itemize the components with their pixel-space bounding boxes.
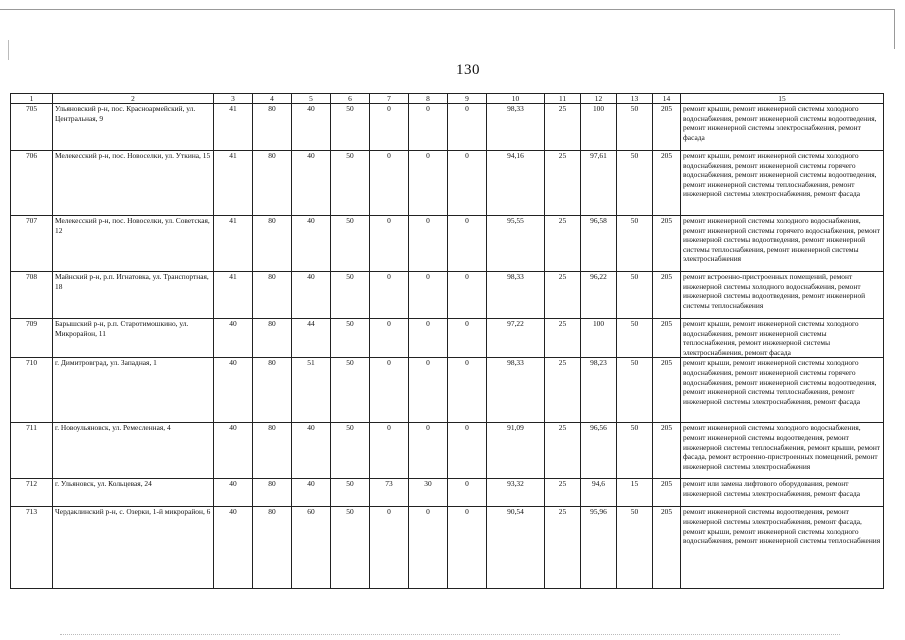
cell-col-9: 0 [448, 104, 487, 151]
table-row [11, 151, 884, 216]
cell-col-12: 96,58 [581, 216, 617, 272]
cell-col-4: 80 [253, 151, 292, 216]
table-row [11, 479, 884, 507]
cell-col-8: 0 [409, 358, 448, 423]
table-row [11, 216, 884, 272]
cell-col-12: 94,6 [581, 479, 617, 507]
cell-col-8: 0 [409, 272, 448, 319]
cell-col-13: 50 [617, 507, 653, 589]
row-number-cell: 713 [11, 507, 53, 589]
cell-col-8: 0 [409, 104, 448, 151]
cell-col-7: 73 [370, 479, 409, 507]
cell-col-5: 40 [292, 104, 331, 151]
cell-col-14: 205 [653, 272, 681, 319]
row-number-cell: 707 [11, 216, 53, 272]
table-row [11, 507, 884, 589]
cell-col-11: 25 [545, 358, 581, 423]
cell-col-13: 50 [617, 319, 653, 358]
row-number-cell: 705 [11, 104, 53, 151]
cell-col-4: 80 [253, 507, 292, 589]
column-header-15: 15 [681, 94, 884, 104]
works-list-cell: ремонт крыши, ремонт инженерной системы холодного водоснабжения, ремонт инженерной системы горячего водоснабжения, ремонт инженерной системы водоотведения, ремонт инженерной системы теплоснабжения, ремонт инженерной системы электроснабжения, ремонт фасада [681, 358, 884, 423]
address-cell: Чердаклинский р-н, с. Озерки, 1-й микрорайон, 6 [53, 507, 214, 589]
works-list-cell: ремонт инженерной системы холодного водоснабжения, ремонт инженерной системы горячего водоснабжения, ремонт инженерной системы водоотведения, ремонт инженерной системы теплоснабжения, ремонт инженерной системы электроснабжения [681, 216, 884, 272]
row-number-cell: 708 [11, 272, 53, 319]
cell-col-10: 98,33 [487, 104, 545, 151]
works-list-cell: ремонт инженерной системы водоотведения, ремонт инженерной системы электроснабжения, ремонт фасада, ремонт крыши, ремонт инженерной системы холодного водоснабжения, ремонт инженерной системы теплоснабжения [681, 507, 884, 589]
works-list-cell: ремонт крыши, ремонт инженерной системы холодного водоснабжения, ремонт инженерной системы водоотведения, ремонт инженерной системы электроснабжения, ремонт фасада [681, 104, 884, 151]
cell-col-10: 95,55 [487, 216, 545, 272]
column-header-4: 4 [253, 94, 292, 104]
cell-col-7: 0 [370, 216, 409, 272]
column-header-1: 1 [11, 94, 53, 104]
scan-edge-top [0, 9, 895, 10]
column-header-13: 13 [617, 94, 653, 104]
cell-col-5: 40 [292, 151, 331, 216]
cell-col-8: 0 [409, 423, 448, 479]
cell-col-10: 97,22 [487, 319, 545, 358]
cell-col-6: 50 [331, 216, 370, 272]
cell-col-9: 0 [448, 507, 487, 589]
column-header-10: 10 [487, 94, 545, 104]
cell-col-9: 0 [448, 216, 487, 272]
cell-col-3: 40 [214, 358, 253, 423]
address-cell: г. Димитровград, ул. Западная, 1 [53, 358, 214, 423]
address-cell: Майнский р-н, р.п. Игнатовка, ул. Транспортная, 18 [53, 272, 214, 319]
table-row [11, 272, 884, 319]
cell-col-11: 25 [545, 272, 581, 319]
works-list-cell: ремонт крыши, ремонт инженерной системы холодного водоснабжения, ремонт инженерной системы горячего водоснабжения, ремонт инженерной системы водоотведения, ремонт инженерной системы теплоснабжения, ремонт инженерной системы электроснабжения, ремонт фасада [681, 151, 884, 216]
cell-col-12: 100 [581, 319, 617, 358]
column-header-8: 8 [409, 94, 448, 104]
cell-col-8: 0 [409, 151, 448, 216]
address-cell: г. Новоульяновск, ул. Ремесленная, 4 [53, 423, 214, 479]
cell-col-10: 98,33 [487, 358, 545, 423]
cell-col-6: 50 [331, 151, 370, 216]
cell-col-12: 96,56 [581, 423, 617, 479]
cell-col-7: 0 [370, 319, 409, 358]
cell-col-11: 25 [545, 423, 581, 479]
column-header-12: 12 [581, 94, 617, 104]
cell-col-9: 0 [448, 272, 487, 319]
table-row [11, 104, 884, 151]
column-header-6: 6 [331, 94, 370, 104]
cell-col-13: 50 [617, 216, 653, 272]
row-number-cell: 706 [11, 151, 53, 216]
scan-margin-mark [8, 40, 9, 60]
cell-col-10: 94,16 [487, 151, 545, 216]
column-header-2: 2 [53, 94, 214, 104]
cell-col-5: 40 [292, 479, 331, 507]
cell-col-8: 0 [409, 507, 448, 589]
cell-col-13: 15 [617, 479, 653, 507]
cell-col-7: 0 [370, 151, 409, 216]
cell-col-14: 205 [653, 423, 681, 479]
cell-col-3: 40 [214, 319, 253, 358]
cell-col-4: 80 [253, 216, 292, 272]
cell-col-14: 205 [653, 479, 681, 507]
cell-col-14: 205 [653, 216, 681, 272]
cell-col-9: 0 [448, 479, 487, 507]
cell-col-11: 25 [545, 507, 581, 589]
cell-col-7: 0 [370, 423, 409, 479]
cell-col-12: 98,23 [581, 358, 617, 423]
row-number-cell: 712 [11, 479, 53, 507]
cell-col-9: 0 [448, 319, 487, 358]
column-header-7: 7 [370, 94, 409, 104]
cell-col-11: 25 [545, 216, 581, 272]
cell-col-7: 0 [370, 358, 409, 423]
cell-col-6: 50 [331, 272, 370, 319]
cell-col-12: 97,61 [581, 151, 617, 216]
works-list-cell: ремонт крыши, ремонт инженерной системы холодного водоснабжения, ремонт инженерной системы теплоснабжения, ремонт инженерной системы электроснабжения, ремонт фасада [681, 319, 884, 358]
cell-col-3: 40 [214, 507, 253, 589]
cell-col-11: 25 [545, 479, 581, 507]
cell-col-5: 60 [292, 507, 331, 589]
column-header-14: 14 [653, 94, 681, 104]
cell-col-4: 80 [253, 104, 292, 151]
cell-col-7: 0 [370, 272, 409, 319]
cell-col-10: 91,09 [487, 423, 545, 479]
cell-col-9: 0 [448, 151, 487, 216]
cell-col-10: 98,33 [487, 272, 545, 319]
column-header-9: 9 [448, 94, 487, 104]
cell-col-3: 41 [214, 272, 253, 319]
cell-col-13: 50 [617, 272, 653, 319]
cell-col-8: 30 [409, 479, 448, 507]
cell-col-14: 205 [653, 507, 681, 589]
row-number-cell: 711 [11, 423, 53, 479]
cell-col-3: 41 [214, 104, 253, 151]
address-cell: Барышский р-н, р.п. Старотимошкино, ул. Микрорайон, 11 [53, 319, 214, 358]
cell-col-14: 205 [653, 319, 681, 358]
cell-col-6: 50 [331, 104, 370, 151]
cell-col-11: 25 [545, 319, 581, 358]
table-row [11, 319, 884, 358]
cell-col-3: 41 [214, 216, 253, 272]
cell-col-6: 50 [331, 479, 370, 507]
cell-col-3: 40 [214, 479, 253, 507]
table-body [11, 104, 884, 589]
cell-col-8: 0 [409, 216, 448, 272]
cell-col-12: 95,96 [581, 507, 617, 589]
cell-col-12: 96,22 [581, 272, 617, 319]
cell-col-4: 80 [253, 358, 292, 423]
page-number: 130 [456, 62, 480, 78]
table-row [11, 423, 884, 479]
data-table [10, 93, 884, 589]
works-list-cell: ремонт встроенно-пристроенных помещений, ремонт инженерной системы холодного водоснабжения, ремонт инженерной системы водоотведения, ремонт инженерной системы теплоснабжения [681, 272, 884, 319]
cell-col-14: 205 [653, 104, 681, 151]
scan-edge-right [894, 9, 895, 49]
cell-col-4: 80 [253, 479, 292, 507]
cell-col-8: 0 [409, 319, 448, 358]
cell-col-4: 80 [253, 272, 292, 319]
cell-col-9: 0 [448, 358, 487, 423]
cell-col-13: 50 [617, 151, 653, 216]
cell-col-6: 50 [331, 319, 370, 358]
cell-col-3: 41 [214, 151, 253, 216]
header-row [11, 94, 884, 104]
address-cell: Ульяновский р-н, пос. Красноармейский, ул. Центральная, 9 [53, 104, 214, 151]
cell-col-13: 50 [617, 423, 653, 479]
cell-col-7: 0 [370, 507, 409, 589]
cell-col-12: 100 [581, 104, 617, 151]
cell-col-5: 40 [292, 423, 331, 479]
cell-col-10: 90,54 [487, 507, 545, 589]
cell-col-11: 25 [545, 104, 581, 151]
cell-col-5: 40 [292, 272, 331, 319]
works-list-cell: ремонт или замена лифтового оборудования, ремонт инженерной системы электроснабжения, ремонт фасада [681, 479, 884, 507]
cell-col-5: 44 [292, 319, 331, 358]
cell-col-3: 40 [214, 423, 253, 479]
column-header-5: 5 [292, 94, 331, 104]
cell-col-7: 0 [370, 104, 409, 151]
scan-bottom-noise [60, 634, 840, 636]
row-number-cell: 709 [11, 319, 53, 358]
cell-col-6: 50 [331, 507, 370, 589]
table-row [11, 358, 884, 423]
cell-col-13: 50 [617, 104, 653, 151]
cell-col-14: 205 [653, 151, 681, 216]
cell-col-10: 93,32 [487, 479, 545, 507]
cell-col-4: 80 [253, 423, 292, 479]
address-cell: Мелекесский р-н, пос. Новоселки, ул. Советская, 12 [53, 216, 214, 272]
cell-col-14: 205 [653, 358, 681, 423]
column-header-11: 11 [545, 94, 581, 104]
cell-col-6: 50 [331, 358, 370, 423]
cell-col-11: 25 [545, 151, 581, 216]
cell-col-6: 50 [331, 423, 370, 479]
cell-col-9: 0 [448, 423, 487, 479]
cell-col-5: 40 [292, 216, 331, 272]
cell-col-4: 80 [253, 319, 292, 358]
works-list-cell: ремонт инженерной системы холодного водоснабжения, ремонт инженерной системы водоотведения, ремонт инженерной системы теплоснабжения, ремонт крыши, ремонт фасада, ремонт встроенно-пристроенных помещений, ремонт инженерной системы электроснабжения [681, 423, 884, 479]
column-header-3: 3 [214, 94, 253, 104]
cell-col-5: 51 [292, 358, 331, 423]
row-number-cell: 710 [11, 358, 53, 423]
cell-col-13: 50 [617, 358, 653, 423]
address-cell: Мелекесский р-н, пос. Новоселки, ул. Уткина, 15 [53, 151, 214, 216]
address-cell: г. Ульяновск, ул. Кольцевая, 24 [53, 479, 214, 507]
